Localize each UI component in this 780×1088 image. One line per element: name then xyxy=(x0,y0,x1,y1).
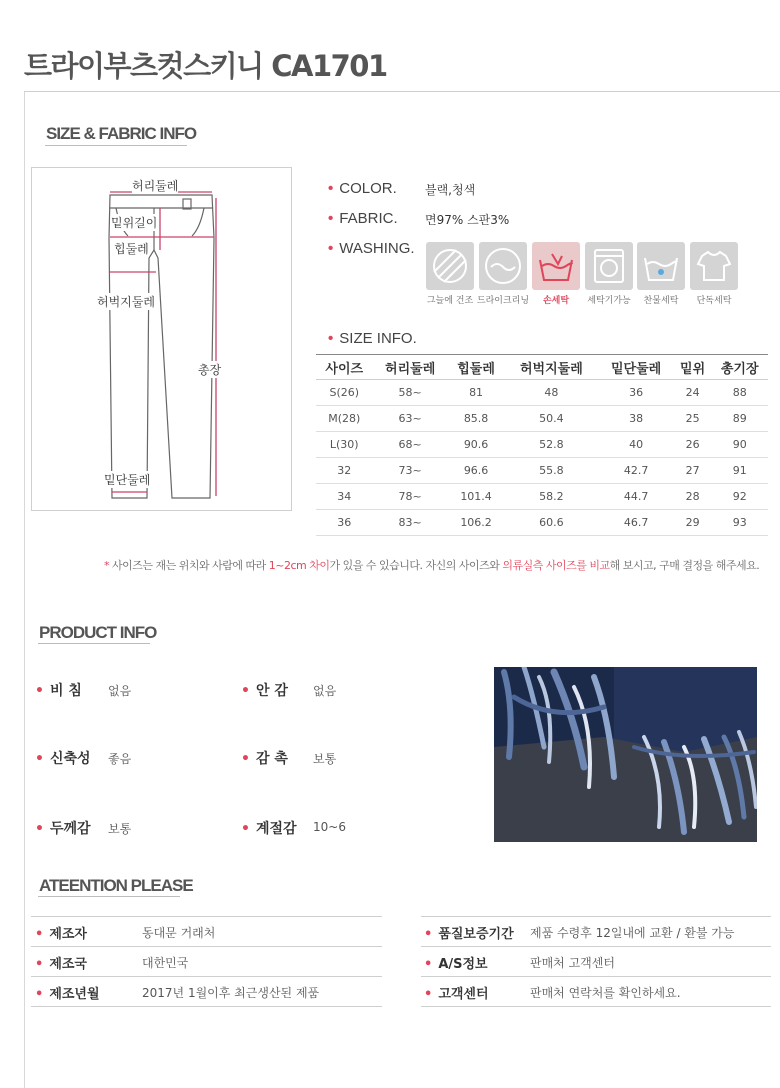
attention-value: 판매처 연락처를 확인하세요. xyxy=(530,986,681,1000)
table-cell: 44.7 xyxy=(598,484,673,510)
table-cell: L(30) xyxy=(316,432,373,458)
wash-label-dry-clean: 드라이크리닝 xyxy=(476,296,530,306)
table-cell: 24 xyxy=(674,380,712,406)
attention-key: • 제조년월 xyxy=(35,987,100,1002)
product-info-value: 보통 xyxy=(108,822,132,836)
table-cell: 26 xyxy=(674,432,712,458)
table-cell: 96.6 xyxy=(448,458,505,484)
separate-wash-icon xyxy=(690,242,738,290)
product-info-key: • 신축성 xyxy=(35,751,91,767)
table-cell: 85.8 xyxy=(448,406,505,432)
table-cell: 90 xyxy=(711,432,768,458)
table-cell: 91 xyxy=(711,458,768,484)
cold-wash-icon xyxy=(637,242,685,290)
pants-illustration xyxy=(32,168,291,510)
table-cell: S(26) xyxy=(316,380,373,406)
attention-value: 제품 수령후 12일내에 교환 / 환불 가능 xyxy=(530,926,735,940)
product-info-heading: PRODUCT INFO xyxy=(39,623,157,642)
size-fabric-heading: SIZE & FABRIC INFO xyxy=(46,124,197,143)
attention-key: • A/S정보 xyxy=(424,957,488,972)
attention-heading: ATEENTION PLEASE xyxy=(39,876,193,895)
dry-clean-icon xyxy=(479,242,527,290)
table-cell: 40 xyxy=(598,432,673,458)
table-cell: 93 xyxy=(711,510,768,536)
product-info-value: 10~6 xyxy=(313,820,346,834)
table-cell: 55.8 xyxy=(504,458,598,484)
product-info-key: • 비 침 xyxy=(35,683,82,699)
size-table xyxy=(316,354,768,536)
attention-value: 2017년 1월이후 최근생산된 제품 xyxy=(142,986,320,1000)
diagram-label-hip: 힙둘레 xyxy=(114,242,149,256)
diagram-label-waist: 허리둘레 xyxy=(132,179,179,193)
table-cell: 101.4 xyxy=(448,484,505,510)
col-header: 허리둘레 xyxy=(373,355,448,380)
title-divider xyxy=(24,91,780,92)
table-cell: M(28) xyxy=(316,406,373,432)
col-header: 총기장 xyxy=(711,355,768,380)
table-row xyxy=(316,380,768,406)
table-cell: 58.2 xyxy=(504,484,598,510)
attention-value: 대한민국 xyxy=(142,956,189,970)
table-cell: 48 xyxy=(504,380,598,406)
wash-label-machine: 세탁기가능 xyxy=(587,296,631,306)
pants-diagram xyxy=(31,167,292,511)
product-title: 트라이부츠컷스키니 CA1701 xyxy=(24,49,387,83)
attention-divider xyxy=(31,916,382,917)
table-cell: 83~ xyxy=(373,510,448,536)
table-cell: 52.8 xyxy=(504,432,598,458)
wash-label-separate: 단독세탁 xyxy=(696,296,732,306)
pocket-right xyxy=(192,208,204,236)
table-cell: 88 xyxy=(711,380,768,406)
table-row xyxy=(316,458,768,484)
table-cell: 106.2 xyxy=(448,510,505,536)
table-cell: 63~ xyxy=(373,406,448,432)
shade-dry-icon xyxy=(426,242,474,290)
col-header: 밑단둘레 xyxy=(598,355,673,380)
attention-divider xyxy=(421,976,771,977)
attention-divider xyxy=(421,946,771,947)
product-info-key: • 감 촉 xyxy=(241,751,288,767)
table-cell: 27 xyxy=(674,458,712,484)
table-row xyxy=(316,432,768,458)
wash-label-cold: 찬물세탁 xyxy=(643,296,679,306)
table-cell: 73~ xyxy=(373,458,448,484)
product-info-heading-underline xyxy=(38,643,150,644)
attention-key: • 품질보증기간 xyxy=(424,927,514,942)
col-header: 사이즈 xyxy=(316,355,373,380)
table-cell: 36 xyxy=(316,510,373,536)
product-info-value: 없음 xyxy=(313,684,337,698)
table-cell: 38 xyxy=(598,406,673,432)
table-cell: 81 xyxy=(448,380,505,406)
table-cell: 78~ xyxy=(373,484,448,510)
col-header: 밑위 xyxy=(674,355,712,380)
attention-key: • 고객센터 xyxy=(424,987,489,1002)
table-cell: 28 xyxy=(674,484,712,510)
product-info-key: • 계절감 xyxy=(241,821,297,837)
table-cell: 89 xyxy=(711,406,768,432)
attention-heading-underline xyxy=(38,896,180,897)
table-cell: 92 xyxy=(711,484,768,510)
table-cell: 90.6 xyxy=(448,432,505,458)
table-cell: 50.4 xyxy=(504,406,598,432)
size-fabric-heading-underline xyxy=(45,145,187,146)
attention-divider xyxy=(31,1006,382,1007)
attention-key: • 제조자 xyxy=(35,927,87,942)
product-info-value: 없음 xyxy=(108,684,132,698)
table-cell: 68~ xyxy=(373,432,448,458)
wash-label-hand-wash: 손세탁 xyxy=(542,296,570,306)
attention-divider xyxy=(31,946,382,947)
table-cell: 36 xyxy=(598,380,673,406)
table-cell: 60.6 xyxy=(504,510,598,536)
table-cell: 32 xyxy=(316,458,373,484)
table-cell: 34 xyxy=(316,484,373,510)
size-table-header xyxy=(316,355,768,380)
size-note: * 사이즈는 재는 위치와 사람에 따라 1~2cm 차이가 있을 수 있습니다. 자신의 사이즈와 의류실측 사이즈를 비교해 보시고, 구매 결정을 해주세요. xyxy=(104,559,760,572)
attention-key: • 제조국 xyxy=(35,957,87,972)
col-header: 힙둘레 xyxy=(448,355,505,380)
table-row xyxy=(316,406,768,432)
table-cell: 29 xyxy=(674,510,712,536)
table-cell: 58~ xyxy=(373,380,448,406)
fabric-value: 면97% 스판3% xyxy=(425,213,510,227)
product-info-key: • 안 감 xyxy=(241,683,288,699)
attention-divider xyxy=(31,976,382,977)
product-info-key: • 두께감 xyxy=(35,821,91,837)
diagram-label-length: 총장 xyxy=(198,363,222,377)
attention-value: 판매처 고객센터 xyxy=(530,956,615,970)
attention-divider xyxy=(421,1006,771,1007)
table-cell: 42.7 xyxy=(598,458,673,484)
table-row xyxy=(316,510,768,536)
washing-machine-icon xyxy=(585,242,633,290)
left-border xyxy=(24,92,25,1088)
table-cell: 25 xyxy=(674,406,712,432)
table-row xyxy=(316,484,768,510)
attention-divider xyxy=(421,916,771,917)
hand-wash-icon xyxy=(532,242,580,290)
diagram-label-rise: 밑위길이 xyxy=(111,216,158,230)
diagram-label-hem: 밑단둘레 xyxy=(104,473,151,487)
product-info-value: 보통 xyxy=(313,752,337,766)
table-cell: 46.7 xyxy=(598,510,673,536)
diagram-label-thigh: 허벅지둘레 xyxy=(97,295,155,309)
product-info-value: 좋음 xyxy=(108,752,132,766)
wash-label-shade-dry: 그늘에 건조 xyxy=(426,296,474,306)
col-header: 허벅지둘레 xyxy=(504,355,598,380)
color-value: 블랙,청색 xyxy=(425,183,476,197)
attention-value: 동대문 거래처 xyxy=(142,926,216,940)
fabric-detail-photo xyxy=(494,667,757,842)
